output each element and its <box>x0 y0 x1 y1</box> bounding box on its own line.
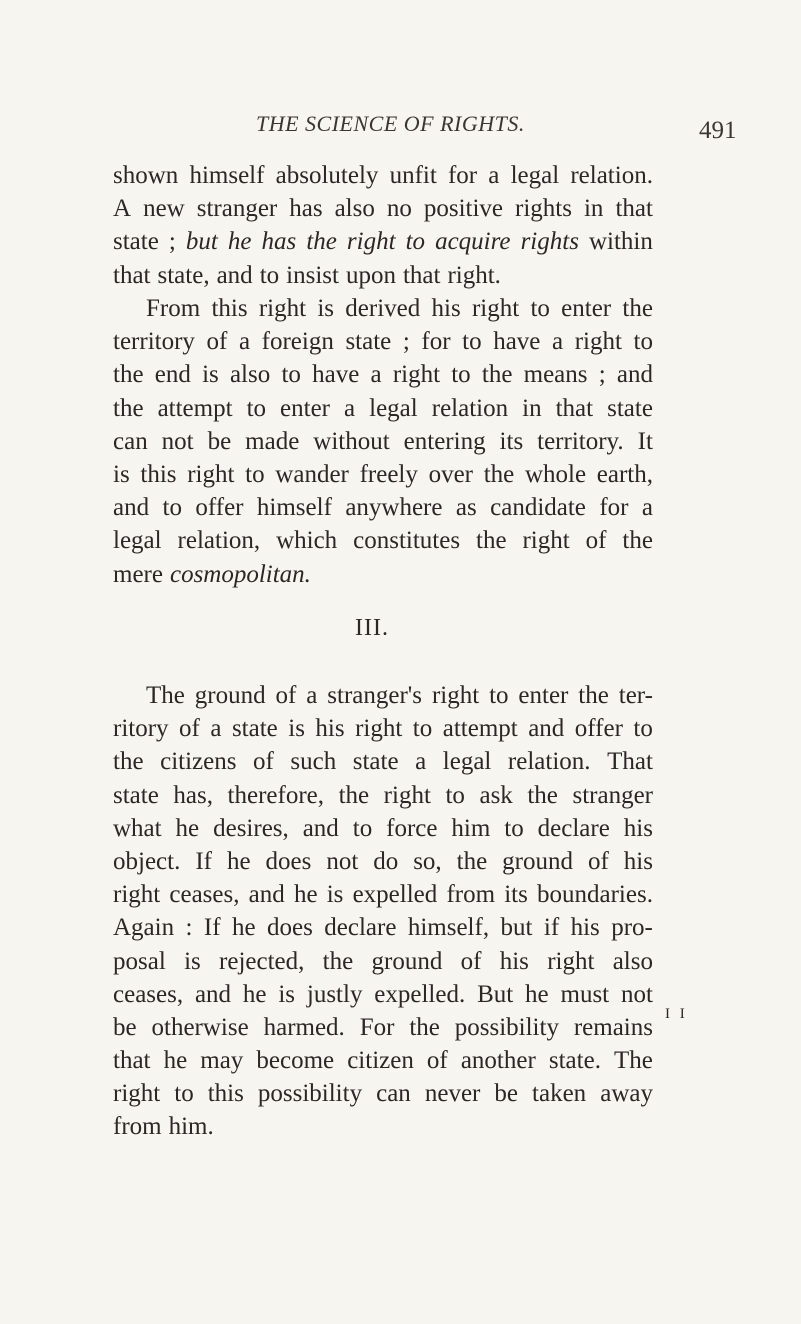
word: declare <box>537 814 610 842</box>
word: right <box>574 328 622 356</box>
word: force <box>386 814 438 842</box>
text-line <box>113 1011 653 1044</box>
word: also <box>229 361 271 389</box>
word: The <box>146 682 185 709</box>
text-line <box>113 392 653 425</box>
word: right <box>522 527 570 555</box>
word: The <box>614 1047 653 1075</box>
word: to <box>633 328 653 356</box>
word: made <box>245 427 300 455</box>
word: the <box>622 295 653 322</box>
word: right <box>392 361 441 389</box>
word: to <box>530 295 550 322</box>
word: that <box>402 261 441 289</box>
word: stranger <box>572 781 653 809</box>
word: derived <box>345 295 421 322</box>
word: foreign <box>261 328 334 356</box>
word: his <box>623 847 653 875</box>
word: possibility <box>257 1080 363 1108</box>
word: desires, <box>213 814 289 842</box>
word: boundaries. <box>537 881 653 909</box>
word: have <box>312 361 360 389</box>
word: this <box>211 295 248 322</box>
word: him. <box>168 1113 214 1141</box>
word: and <box>302 814 339 842</box>
word: he <box>293 881 318 909</box>
word: of <box>275 682 297 709</box>
word: From <box>146 295 201 322</box>
word: away <box>600 1080 653 1108</box>
word: ground <box>371 947 443 975</box>
paragraph-1 <box>113 159 653 292</box>
text-line <box>113 192 653 225</box>
word: also <box>334 195 375 223</box>
text-line <box>113 1110 653 1143</box>
word: ritory <box>113 715 169 743</box>
word: to <box>259 261 280 289</box>
word: legal <box>113 527 162 555</box>
word: the <box>527 781 558 809</box>
word: For <box>359 1013 395 1041</box>
word: if <box>543 914 560 942</box>
text-line <box>113 779 653 812</box>
word: is <box>202 361 219 389</box>
paragraph-3 <box>113 679 653 1144</box>
word: ground <box>502 847 573 875</box>
word: ter- <box>618 682 653 709</box>
word: that <box>555 394 594 422</box>
word: has, <box>173 781 213 809</box>
section-numeral: III. <box>355 615 389 641</box>
word: right. <box>447 261 501 289</box>
word: to <box>451 361 471 389</box>
word: means <box>523 361 588 389</box>
text-line <box>113 325 653 358</box>
word: also <box>612 947 653 975</box>
word: attempt <box>442 715 518 743</box>
word: enter <box>561 295 612 322</box>
word: to <box>489 682 509 709</box>
word: but <box>185 228 218 256</box>
word: That <box>607 748 653 776</box>
word: right <box>187 460 235 488</box>
word: ground <box>194 682 266 709</box>
word: stranger's <box>327 682 423 709</box>
word: himself, <box>407 914 490 942</box>
word: the <box>409 1013 440 1041</box>
word: the <box>481 361 513 389</box>
word: become <box>256 1047 335 1075</box>
word: and <box>113 494 150 522</box>
word: rights <box>515 195 572 223</box>
word: unfit <box>389 162 437 189</box>
word: to <box>504 814 524 842</box>
word: constitutes <box>353 527 461 555</box>
word: pro- <box>611 914 653 942</box>
word: the <box>113 361 144 389</box>
word: have <box>493 328 541 356</box>
word: has <box>289 195 323 223</box>
word: relation, <box>177 527 261 555</box>
text-line <box>113 558 653 591</box>
word: to <box>412 715 433 743</box>
word: the <box>338 781 370 809</box>
word: to <box>633 715 653 743</box>
word: state <box>113 228 159 256</box>
word: to <box>162 494 182 522</box>
word: freely <box>359 460 418 488</box>
word: taken <box>532 1080 587 1108</box>
text-line <box>113 358 653 391</box>
text-line <box>113 524 653 557</box>
word: enter <box>280 394 330 422</box>
word: a <box>210 715 222 743</box>
word: justly <box>306 980 363 1008</box>
word: to <box>462 328 482 356</box>
word: which <box>276 527 338 555</box>
word: state <box>113 781 159 809</box>
word: right <box>113 881 161 909</box>
word: himself <box>256 494 332 522</box>
word: mere <box>113 560 163 588</box>
word: acquire <box>435 228 511 256</box>
word: upon <box>345 261 396 289</box>
word: be <box>113 1013 137 1041</box>
word: If <box>195 847 212 875</box>
word: state <box>607 394 653 422</box>
word: state <box>231 715 278 743</box>
word: shown <box>113 162 179 189</box>
word: himself <box>189 162 265 189</box>
word: anywhere <box>345 494 443 522</box>
word: without <box>313 427 390 455</box>
word: legal <box>369 394 418 422</box>
paragraph-2 <box>113 292 653 591</box>
word: a <box>415 748 427 776</box>
text-line <box>113 679 653 712</box>
word: right <box>346 228 396 256</box>
word: citizens <box>160 748 237 776</box>
word: of <box>460 947 482 975</box>
word: can <box>376 1080 411 1108</box>
word: that <box>113 1047 151 1075</box>
word: him <box>451 814 491 842</box>
word: right <box>547 947 595 975</box>
word: legal <box>510 162 560 189</box>
running-title: THE SCIENCE OF RIGHTS. <box>256 111 525 136</box>
word: positive <box>423 195 504 223</box>
text-line <box>113 845 653 878</box>
word: rejected, <box>219 947 305 975</box>
word: the <box>322 947 354 975</box>
text-line <box>113 911 653 944</box>
text-line <box>113 425 653 458</box>
word: state. <box>548 1047 601 1075</box>
word: he <box>231 914 256 942</box>
word: a <box>641 494 653 522</box>
word: expelled <box>352 881 438 909</box>
word: rights <box>520 228 579 256</box>
word: Again <box>113 914 175 942</box>
word: earth, <box>596 460 653 488</box>
word: for <box>447 162 478 189</box>
word: his <box>499 947 529 975</box>
word: the <box>113 748 144 776</box>
word: his <box>623 814 653 842</box>
word: ; <box>402 328 410 356</box>
word: be <box>494 1080 519 1108</box>
word: this <box>140 460 177 488</box>
word: enter <box>518 682 569 709</box>
word: as <box>455 494 477 522</box>
word: but <box>500 914 533 942</box>
word: insist <box>286 261 339 289</box>
word: is <box>113 460 130 488</box>
word: the <box>483 460 515 488</box>
word: expelled. <box>374 980 466 1008</box>
word: the <box>456 847 488 875</box>
text-line <box>113 745 653 778</box>
text-line <box>113 1044 653 1077</box>
word: he <box>242 980 267 1008</box>
text-line <box>113 1077 653 1110</box>
word: for <box>421 328 451 356</box>
word: its <box>504 881 528 909</box>
text-line <box>113 458 653 491</box>
word: ceases, <box>113 980 184 1008</box>
word: its <box>499 427 524 455</box>
page-number: 491 <box>699 117 737 144</box>
word: to <box>281 361 301 389</box>
word: a <box>370 361 382 389</box>
word: territory. <box>537 427 624 455</box>
text-line <box>113 159 653 192</box>
word: right <box>355 715 403 743</box>
word: of <box>179 715 200 743</box>
word: absolutely <box>275 162 379 189</box>
word: to <box>174 1080 194 1108</box>
word: a <box>344 394 356 422</box>
word: relation <box>431 394 509 422</box>
word: to <box>352 814 373 842</box>
word: But <box>477 980 514 1008</box>
word: a <box>306 682 318 709</box>
word: of <box>587 847 609 875</box>
word: offer <box>574 715 623 743</box>
text-line <box>113 978 653 1011</box>
word: a <box>552 328 564 356</box>
word: right <box>471 295 520 322</box>
word: right <box>258 295 307 322</box>
word: so, <box>413 847 442 875</box>
word: a <box>488 162 500 189</box>
text-line <box>113 259 653 292</box>
word: in <box>522 394 542 422</box>
word: offer <box>195 494 244 522</box>
word: of <box>585 527 607 555</box>
word: must <box>560 980 610 1008</box>
word: and <box>248 881 285 909</box>
word: he <box>226 847 251 875</box>
word: cosmopolitan. <box>169 560 311 588</box>
word: he <box>163 1047 188 1075</box>
word: another <box>460 1047 536 1075</box>
text-line <box>113 878 653 911</box>
word: has <box>261 228 297 256</box>
word: A <box>113 195 132 223</box>
word: within <box>588 228 653 256</box>
word: he <box>525 980 549 1008</box>
word: ask <box>479 781 513 809</box>
word: new <box>143 195 185 223</box>
word: state <box>345 328 392 356</box>
word: that <box>615 195 653 223</box>
text-line <box>113 225 653 258</box>
word: never <box>424 1080 481 1108</box>
word: state <box>352 748 399 776</box>
word: stranger <box>196 195 278 223</box>
word: : <box>185 914 193 942</box>
word: not <box>161 427 194 455</box>
word: his <box>570 914 600 942</box>
word: can <box>113 427 148 455</box>
word: harmed. <box>263 1013 345 1041</box>
word: does <box>265 847 312 875</box>
word: and <box>194 980 232 1008</box>
word: the <box>306 228 337 256</box>
word: posal <box>113 947 166 975</box>
text-line <box>113 712 653 745</box>
word: such <box>290 748 337 776</box>
word: of <box>426 1047 448 1075</box>
word: right <box>431 682 480 709</box>
word: possibility <box>454 1013 559 1041</box>
word: he <box>227 228 252 256</box>
word: remains <box>573 1013 653 1041</box>
signature-mark: I I <box>665 1006 688 1022</box>
word: of <box>253 748 274 776</box>
word: is <box>288 715 305 743</box>
word: is <box>184 947 201 975</box>
word: right <box>383 781 431 809</box>
word: and <box>216 261 253 289</box>
word: object. <box>113 847 181 875</box>
word: from <box>446 881 496 909</box>
word: ceases, <box>169 881 240 909</box>
word: his <box>431 295 461 322</box>
word: for <box>599 494 629 522</box>
word: be <box>207 427 232 455</box>
word: what <box>113 814 162 842</box>
text-line <box>113 945 653 978</box>
word: therefore, <box>227 781 324 809</box>
word: no <box>386 195 412 223</box>
word: the <box>113 394 144 422</box>
word: is <box>317 295 335 322</box>
word: end <box>154 361 191 389</box>
word: entering <box>403 427 486 455</box>
word: do <box>373 847 399 875</box>
word: he <box>175 814 200 842</box>
word: the <box>476 527 507 555</box>
word: is <box>278 980 296 1008</box>
word: relation. <box>507 748 591 776</box>
word: ; <box>168 228 176 256</box>
word: declare <box>324 914 397 942</box>
word: territory <box>113 328 195 356</box>
word: this <box>207 1080 244 1108</box>
word: and <box>528 715 565 743</box>
word: the <box>578 682 609 709</box>
word: legal <box>442 748 492 776</box>
word: to <box>246 394 267 422</box>
word: not <box>326 847 359 875</box>
word: ; <box>598 361 606 389</box>
text-line <box>113 812 653 845</box>
word: state, <box>157 261 210 289</box>
word: is <box>326 881 344 909</box>
word: and <box>616 361 653 389</box>
word: from <box>113 1113 162 1141</box>
word: to <box>405 228 426 256</box>
word: relation. <box>570 162 653 189</box>
word: may <box>200 1047 244 1075</box>
word: his <box>315 715 345 743</box>
text-line <box>113 491 653 524</box>
word: If <box>203 914 221 942</box>
word: not <box>620 980 653 1008</box>
word: in <box>583 195 604 223</box>
word: the <box>622 527 653 555</box>
word: does <box>267 914 313 942</box>
word: right <box>113 1080 161 1108</box>
word: a <box>238 328 251 356</box>
word: to <box>245 460 265 488</box>
word: It <box>637 427 653 455</box>
word: over <box>428 460 473 488</box>
word: whole <box>524 460 587 488</box>
word: that <box>113 261 151 289</box>
word: to <box>445 781 465 809</box>
word: wander <box>275 460 349 488</box>
word: attempt <box>157 394 233 422</box>
word: citizen <box>347 1047 414 1075</box>
word: otherwise <box>151 1013 249 1041</box>
text-line <box>113 292 653 325</box>
word: candidate <box>490 494 586 522</box>
word: of <box>206 328 228 356</box>
